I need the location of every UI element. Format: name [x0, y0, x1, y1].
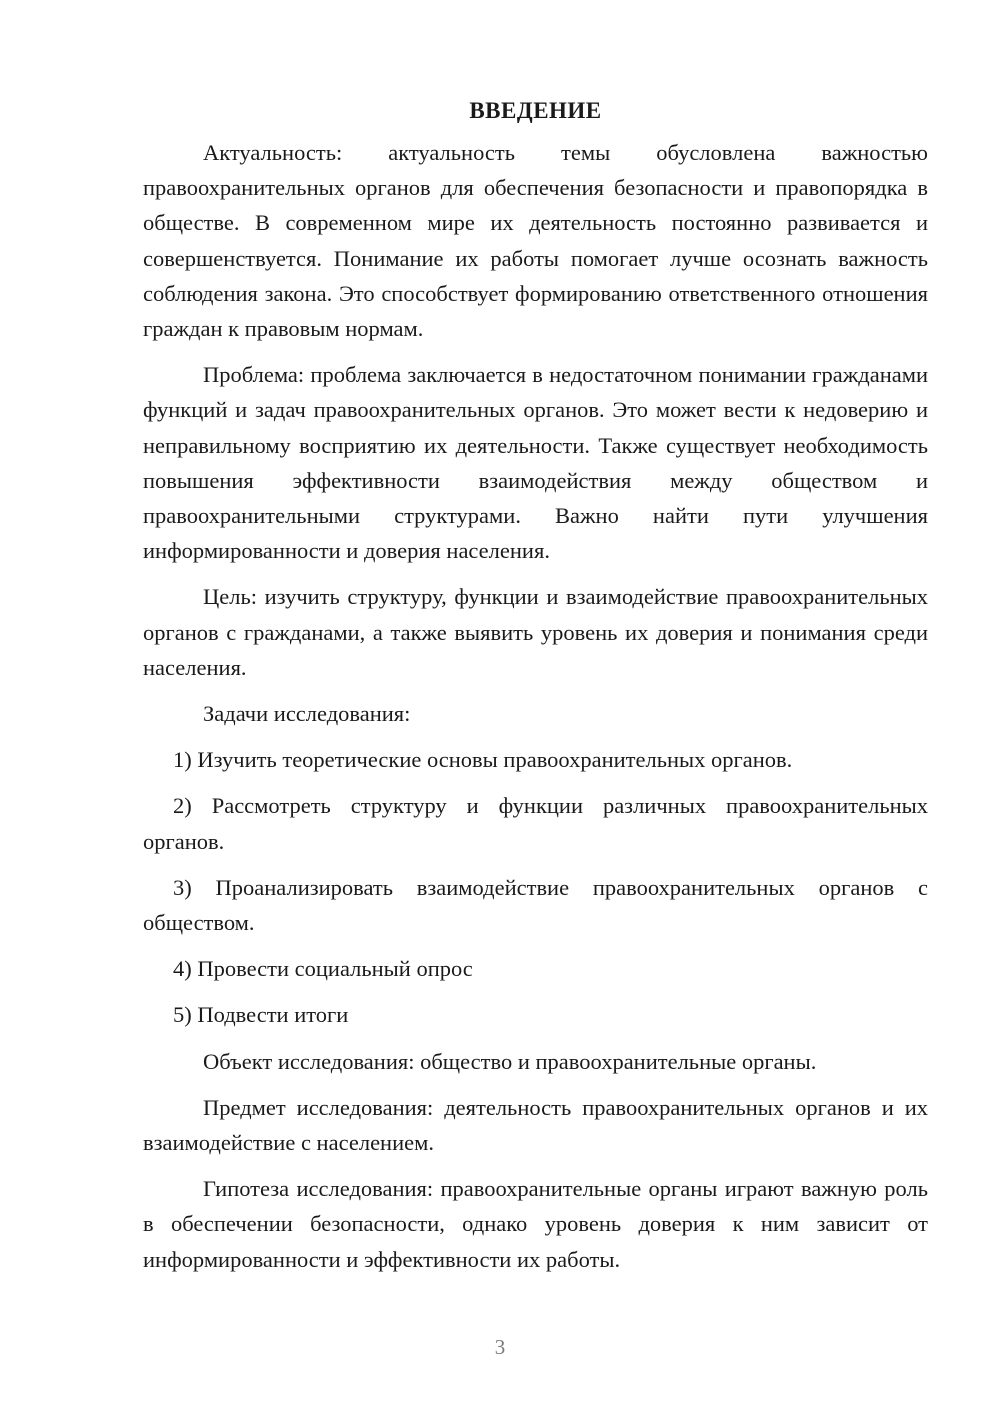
goal-paragraph: Цель: изучить структуру, функции и взаимодействие правоохранительных органов с гражданами, а также выявить уровень их доверия и понимания среди населения.	[143, 584, 928, 680]
task-item: 3) Проанализировать взаимодействие правоохранительных органов с обществом.	[143, 874, 928, 936]
task-item: 5) Подвести итоги	[173, 1002, 349, 1028]
page-number: 3	[494, 1335, 506, 1359]
subject-paragraph: Предмет исследования: деятельность правоохранительных органов и их взаимодействие с населением.	[143, 1094, 928, 1156]
hypothesis-paragraph: Гипотеза исследования: правоохранительные органы играют важную роль в обеспечении безопасности, однако уровень доверия к ним зависит от информированности и эффективности их работы.	[143, 1176, 928, 1272]
task-item: 4) Провести социальный опрос	[173, 956, 473, 982]
task-item: 2) Рассмотреть структуру и функции различных правоохранительных органов.	[143, 793, 928, 854]
tasks-heading: Задачи исследования:	[203, 701, 411, 727]
object-paragraph: Объект исследования: общество и правоохранительные органы.	[203, 1048, 817, 1074]
task-item: 1) Изучить теоретические основы правоохранительных органов.	[173, 747, 793, 773]
problem-paragraph: Проблема: проблема заключается в недостаточном понимании гражданами функций и задач правоохранительных органов. Это может вести к недоверию и неправильному восприятию их деятельности. Также существует необходимость повышения эффективности взаимодействия между обществом и правоохранительными структурами. Важно найти пути улучшения информированности и доверия населения.	[143, 362, 928, 564]
section-heading: ВВЕДЕНИЕ	[469, 98, 602, 123]
page-content	[143, 93, 928, 1288]
relevance-paragraph: Актуальность: актуальность темы обусловлена важностью правоохранительных органов для обеспечения безопасности и правопорядка в обществе. В современном мире их деятельность постоянно развивается и совершенствуется. Понимание их работы помогает лучше осознать важность соблюдения закона. Это способствует формированию ответственного отношения граждан к правовым нормам.	[143, 140, 928, 342]
